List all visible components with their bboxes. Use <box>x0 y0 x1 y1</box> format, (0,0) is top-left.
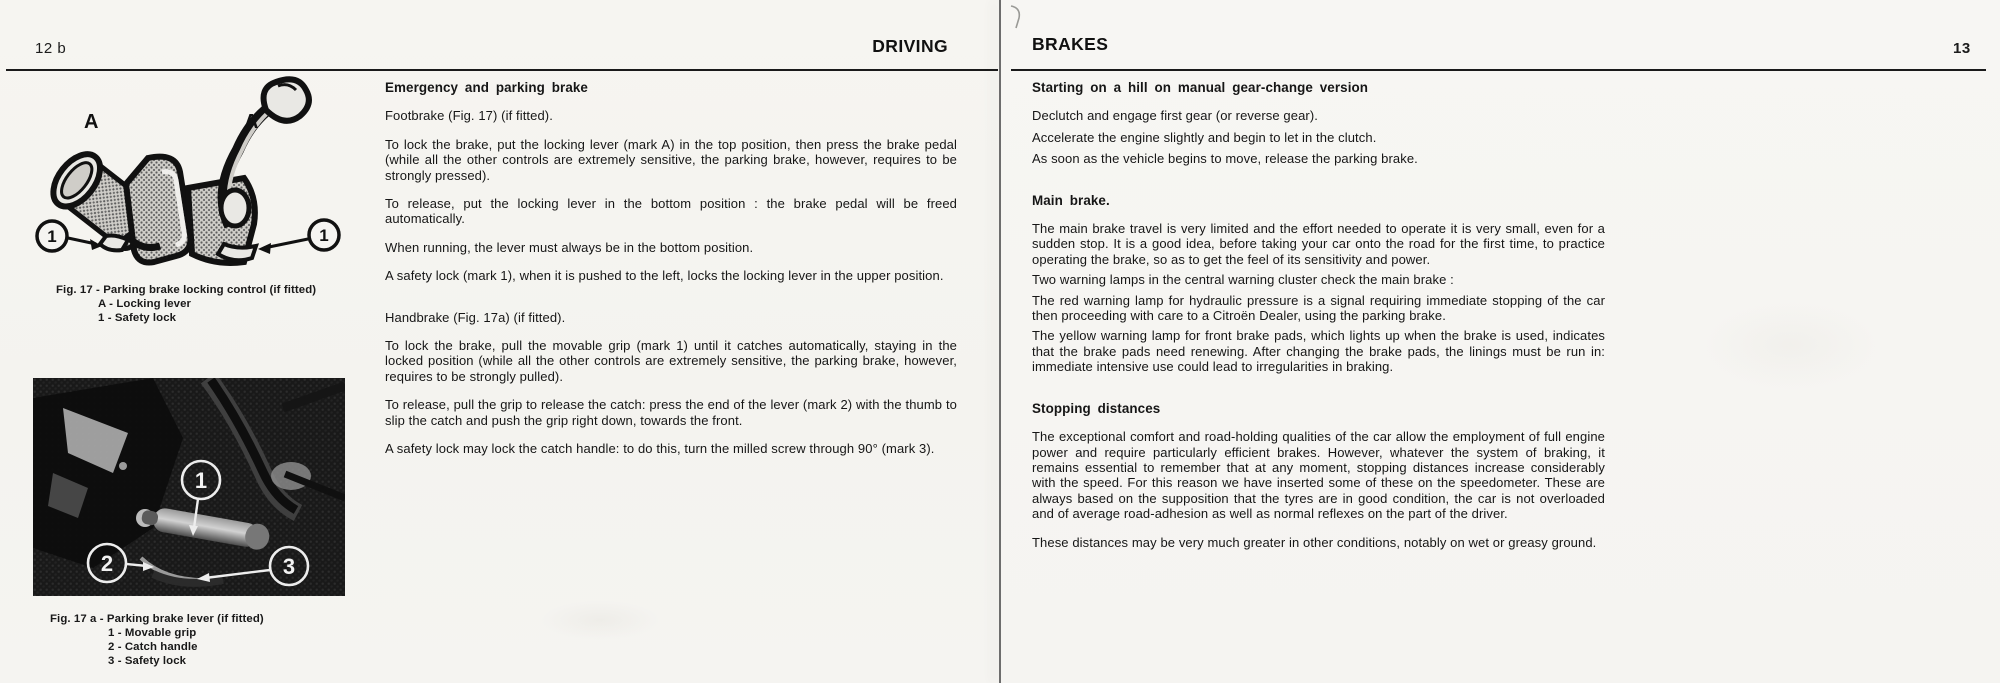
svg-text:1: 1 <box>319 226 329 245</box>
section-heading-stopping-distances: Stopping distances <box>1032 400 1161 416</box>
paragraph: A safety lock may lock the catch handle: to do this, turn the milled screw through 90° (mark 3). <box>385 441 935 457</box>
fig17-caption-item: A - Locking lever <box>98 298 192 310</box>
paragraph: Accelerate the engine slightly and begin to let in the clutch. <box>1032 129 1377 145</box>
left-page-number: 12 b <box>35 40 67 57</box>
fig17a-caption-title: Fig. 17 a - Parking brake lever (if fitted) <box>50 613 264 625</box>
paragraph: The exceptional comfort and road-holding qualities of the car allow the employment of full engine power and require particularly efficient brakes. However, whatever the system of braking, it remains essential to remember that at any moment, stopping distances increase considerably with the speed. For this reason we have inserted some of these on the speedometer. These are always based on the supposition that the tyres are in good condition, the car is not overloaded and of average road-adhesion as well as normal reflexes on the part of the driver. <box>1032 429 1605 522</box>
fig17-drawing <box>30 76 346 274</box>
paper-blotch <box>540 600 660 640</box>
paragraph: As soon as the vehicle begins to move, release the parking brake. <box>1032 151 1418 167</box>
fig17a-caption-item: 2 - Catch handle <box>108 641 198 653</box>
paragraph: These distances may be very much greater in other conditions, notably on wet or greasy ground. <box>1032 534 1597 550</box>
fig17-callout-right <box>258 220 339 254</box>
svg-text:1: 1 <box>47 227 57 246</box>
footbrake-label: Footbrake (Fig. 17) (if fitted). <box>385 108 553 124</box>
left-running-header: DRIVING <box>872 36 948 56</box>
right-page-number: 13 <box>1953 40 1971 57</box>
svg-text:2: 2 <box>100 551 114 576</box>
paragraph: To release, put the locking lever in the bottom position : the brake pedal will be freed automatically. <box>385 196 957 227</box>
section-heading-main-brake: Main brake. <box>1032 192 1110 208</box>
handbrake-label: Handbrake (Fig. 17a) (if fitted). <box>385 309 566 325</box>
parking-brake-lever-photo <box>33 378 345 596</box>
svg-text:1: 1 <box>194 468 208 493</box>
fig17-label-a-right: A <box>244 111 259 133</box>
fig17a-caption-item: 1 - Movable grip <box>108 627 197 639</box>
paragraph: The yellow warning lamp for front brake pads, which lights up when the brake is used, indicates that the brake pads need renewing. After changing the brake pads, the linings must be run in: immediate intensive use could lead to irregularities in braking. <box>1032 328 1605 375</box>
fig17-caption-item: 1 - Safety lock <box>98 312 177 324</box>
starting-steps <box>1032 108 1605 166</box>
paragraph: The red warning lamp for hydraulic pressure is a signal requiring immediate stopping of the car then proceeding with care to a Citroën Dealer, using the parking brake. <box>1032 292 1605 324</box>
fig17-label-a-left: A <box>84 111 99 133</box>
paragraph: Two warning lamps in the central warning cluster check the main brake : <box>1032 272 1454 288</box>
fig17a-caption-item: 3 - Safety lock <box>108 655 187 667</box>
fig17a-caption <box>50 612 360 668</box>
paragraph: A safety lock (mark 1), when it is pushed to the left, locks the locking lever in the upper position. <box>385 268 944 284</box>
svg-text:3: 3 <box>282 554 296 579</box>
parking-brake-locking-control-illustration <box>30 76 346 274</box>
fig17a-photo <box>33 378 345 596</box>
right-page <box>1001 0 2000 683</box>
locking-lever-view <box>188 79 309 263</box>
paragraph: To lock the brake, pull the movable grip (mark 1) until it catches automatically, staying in the locked position (while all the other controls are extremely sensitive, the parking brake, however, requires to be strongly pulled). <box>385 338 957 384</box>
right-header-rule <box>1011 69 1986 71</box>
paragraph: When running, the lever must always be in the bottom position. <box>385 239 754 255</box>
fig17-caption <box>56 283 356 325</box>
paragraph: The main brake travel is very limited and the effort needed to operate it is very small, even for a sudden stop. It is a good idea, before taking your car onto the road for the first time, to practice operating the brake, so as to get the feel of its sensitivity and power. <box>1032 221 1605 267</box>
left-header-rule <box>6 69 998 71</box>
right-text-column <box>1032 80 1605 563</box>
fig17-caption-title: Fig. 17 - Parking brake locking control (if fitted) <box>56 284 317 296</box>
scan-artifact-mark <box>1005 2 1035 32</box>
left-text-column <box>385 80 957 470</box>
paragraph: To lock the brake, put the locking lever (mark A) in the top position, then press the brake pedal (while all the other controls are extremely sensitive, the parking brake, however, requires to be strongly pressed). <box>385 136 957 183</box>
section-heading-starting-on-hill: Starting on a hill on manual gear-change version <box>1032 80 1369 95</box>
section-heading-emergency-parking-brake: Emergency and parking brake <box>385 80 588 95</box>
paragraph: Declutch and engage first gear (or reverse gear). <box>1032 108 1318 124</box>
paragraph: To release, pull the grip to release the catch: press the end of the lever (mark 2) with the thumb to slip the catch and push the grip right down, towards the front. <box>385 397 957 428</box>
paper-blotch <box>1701 300 1881 390</box>
right-running-header: BRAKES <box>1032 34 1109 54</box>
